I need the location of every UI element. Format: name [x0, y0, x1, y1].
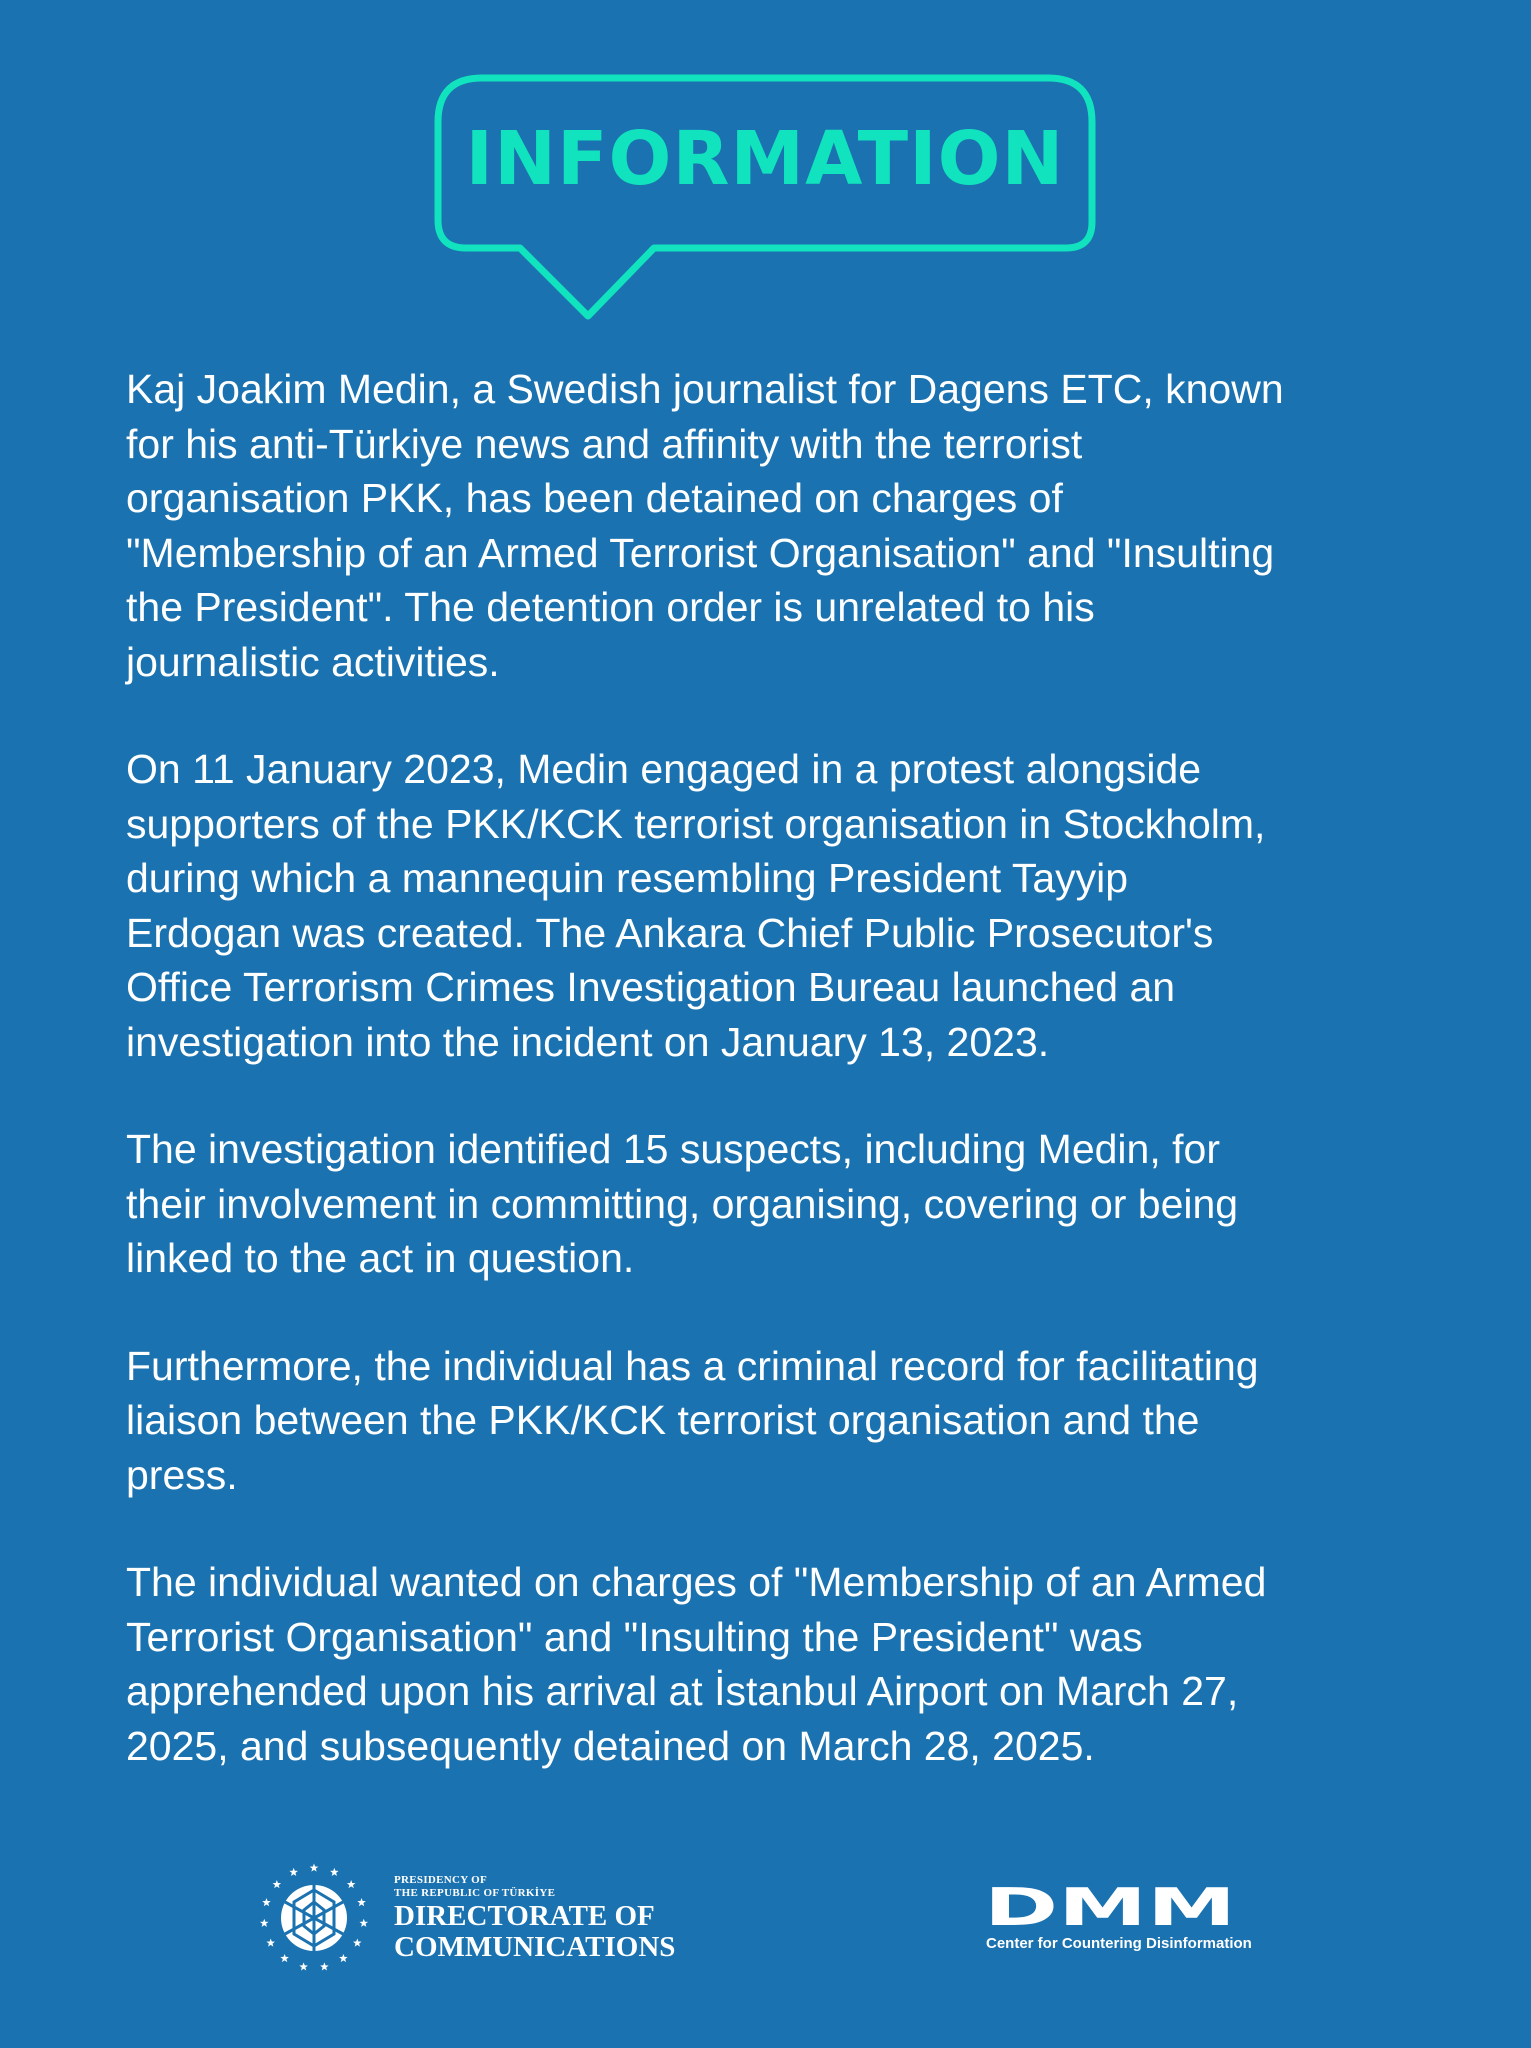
- emblem-star: [330, 1868, 339, 1876]
- speech-bubble-header: [430, 70, 1100, 330]
- directorate-of-communications-logo: [254, 1858, 714, 1978]
- org-line-4: COMMUNICATIONS: [394, 1931, 676, 1963]
- emblem-star: [262, 1898, 271, 1906]
- emblem-star: [260, 1919, 269, 1927]
- emblem-star: [310, 1864, 319, 1872]
- paragraph-2: On 11 January 2023, Medin engaged in a protest alongside supporters of the PKK/KCK terrorist organisation in Stockholm, during which a mannequin resembling President Tayyip Erdogan was created. The Ankara Chief Public Prosecutor's Office Terrorism Crimes Investigation Bureau launched an investigation into the incident on January 13, 2023.: [126, 746, 1266, 1065]
- paragraph-5: The individual wanted on charges of "Membership of an Armed Terrorist Organisation" and "Insulting the President" was apprehended upon his arrival at İstanbul Airport on March 27, 2025, and subsequently detained on March 28, 2025.: [126, 1559, 1267, 1769]
- page-title: INFORMATION: [465, 116, 1065, 202]
- dmm-wordmark: [984, 1885, 1240, 1927]
- org-line-2: THE REPUBLIC OF TÜRKİYE: [394, 1887, 556, 1899]
- emblem-star: [359, 1919, 368, 1927]
- org-line-1: PRESIDENCY OF: [394, 1874, 488, 1886]
- body-text: [126, 362, 1446, 1826]
- paragraph-4: Furthermore, the individual has a criminal record for facilitating liaison between the PKK/KCK terrorist organisation and the press.: [126, 1342, 1259, 1498]
- emblem-star: [357, 1898, 366, 1906]
- emblem-star: [289, 1868, 298, 1876]
- dmm-wordmark-text: DMM: [984, 1885, 1236, 1927]
- directorate-text: [394, 1874, 714, 1962]
- emblem-star: [266, 1939, 275, 1947]
- paragraph-1: Kaj Joakim Medin, a Swedish journalist for Dagens ETC, known for his anti-Türkiye news and affinity with the terrorist organisation PKK, has been detained on charges of "Membership of an Armed Terrorist Organisation" and "Insulting the President". The detention order is unrelated to his journalistic activities.: [126, 366, 1284, 685]
- emblem-star: [273, 1880, 282, 1888]
- emblem-star: [339, 1954, 348, 1962]
- dmm-logo: [984, 1885, 1284, 1955]
- dmm-subtitle: Center for Countering Disinformation: [986, 1935, 1252, 1952]
- emblem-star: [280, 1954, 289, 1962]
- star-emblem-icon: [254, 1858, 374, 1978]
- emblem-star: [353, 1939, 362, 1947]
- emblem-star: [347, 1880, 356, 1888]
- emblem-star: [299, 1962, 308, 1970]
- emblem-star: [320, 1962, 329, 1970]
- paragraph-3: The investigation identified 15 suspects, including Medin, for their involvement in committing, organising, covering or being linked to the act in question.: [126, 1126, 1239, 1281]
- org-line-3: DIRECTORATE OF: [394, 1900, 655, 1932]
